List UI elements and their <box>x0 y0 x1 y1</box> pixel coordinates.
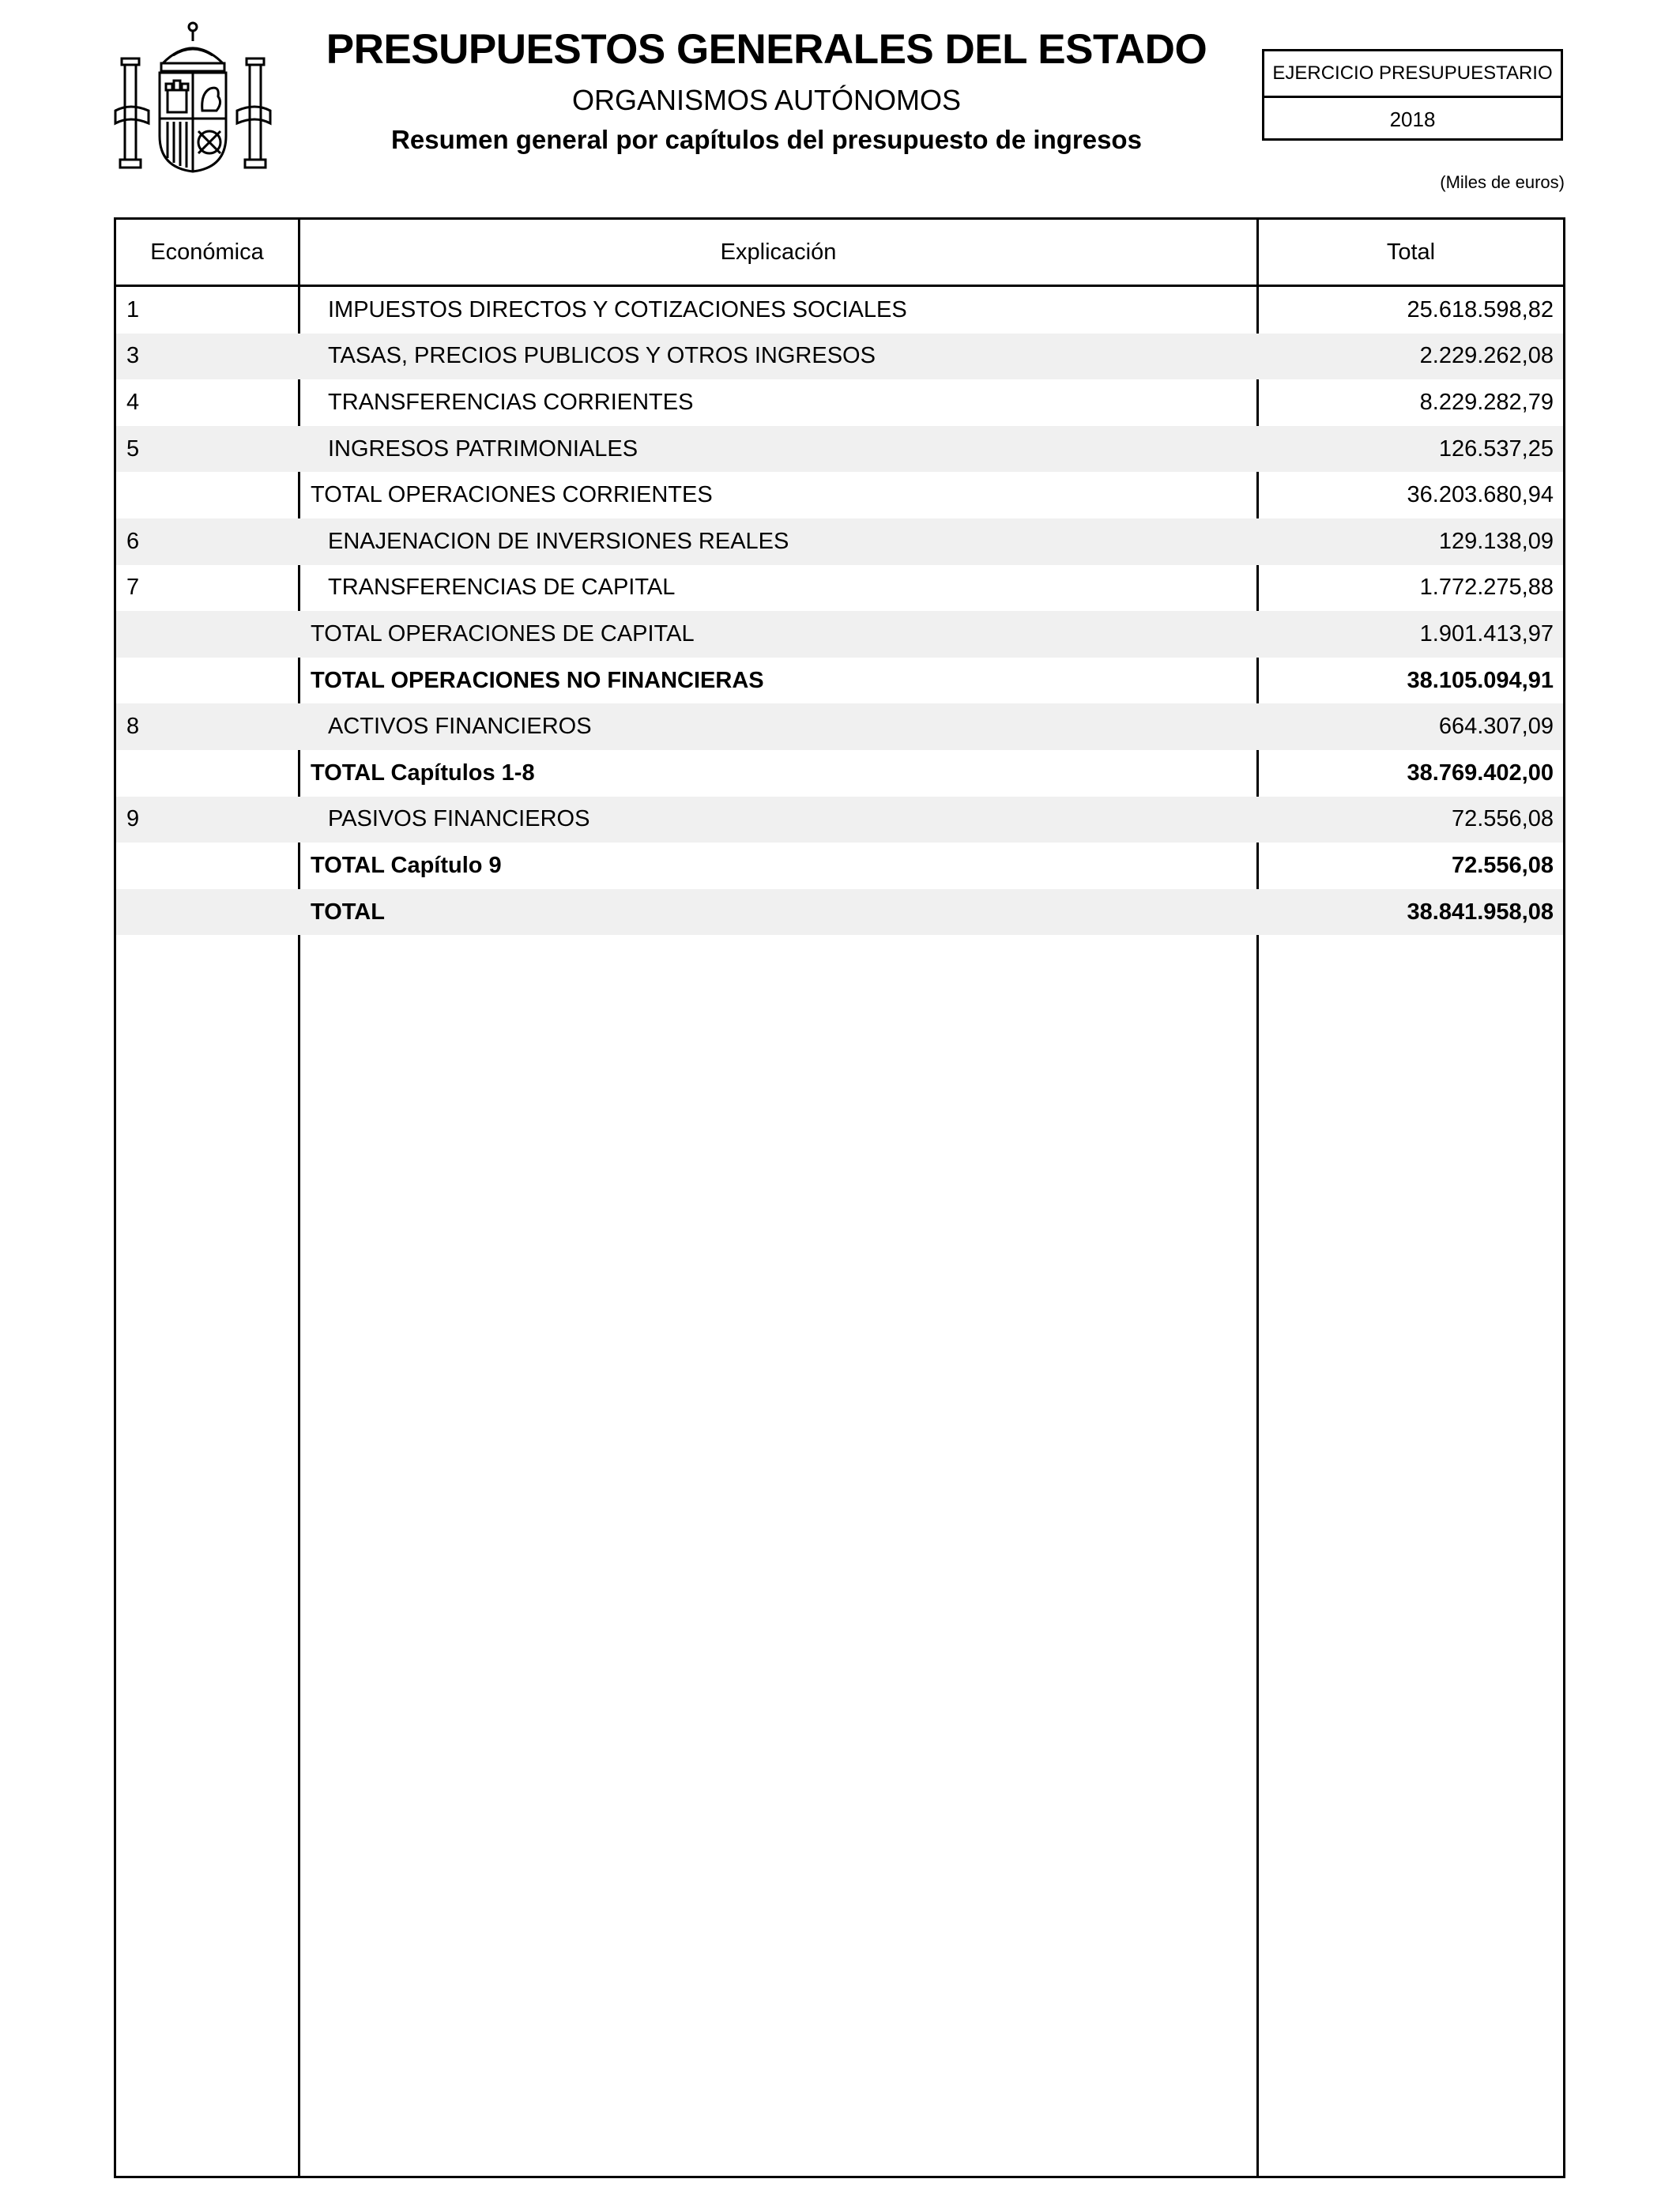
units-note: (Miles de euros) <box>1440 172 1565 192</box>
table-row <box>116 703 1563 750</box>
cell-economica: 8 <box>126 714 140 740</box>
table-row <box>116 611 1563 658</box>
cell-explicacion: TOTAL <box>311 899 385 925</box>
cell-total: 1.901.413,97 <box>1419 620 1554 647</box>
header-total: Total <box>1386 239 1436 265</box>
cell-explicacion: INGRESOS PATRIMONIALES <box>328 435 638 462</box>
cell-economica: 3 <box>126 343 140 369</box>
cell-economica: 5 <box>126 435 140 462</box>
cell-explicacion: TASAS, PRECIOS PUBLICOS Y OTROS INGRESOS <box>328 343 876 369</box>
cell-economica: 4 <box>126 389 140 415</box>
cell-economica: 1 <box>126 296 140 322</box>
cell-economica <box>126 611 292 658</box>
table-row <box>116 750 1563 797</box>
table-row <box>116 797 1563 843</box>
cell-total: 664.307,09 <box>1438 714 1554 740</box>
cell-explicacion: ACTIVOS FINANCIEROS <box>328 714 592 740</box>
cell-economica <box>126 658 292 704</box>
fiscal-year-label: EJERCICIO PRESUPUESTARIO <box>1264 51 1561 98</box>
cell-economica: 7 <box>126 575 140 601</box>
budget-table <box>114 217 1565 2178</box>
cell-explicacion: TOTAL Capítulo 9 <box>311 852 502 878</box>
header-explicacion: Explicación <box>720 239 837 265</box>
cell-total: 38.769.402,00 <box>1407 760 1554 786</box>
cell-total: 8.229.282,79 <box>1419 389 1554 415</box>
table-row <box>116 843 1563 889</box>
cell-total: 36.203.680,94 <box>1407 482 1554 508</box>
cell-total: 38.841.958,08 <box>1407 899 1554 925</box>
table-row <box>116 518 1563 565</box>
cell-explicacion: TOTAL OPERACIONES CORRIENTES <box>311 482 713 508</box>
cell-explicacion: TOTAL Capítulos 1-8 <box>311 760 535 786</box>
table-row <box>116 426 1563 473</box>
table-row <box>116 287 1563 334</box>
table-row <box>116 658 1563 704</box>
cell-economica <box>126 472 292 518</box>
cell-total: 2.229.262,08 <box>1419 343 1554 369</box>
page-description: Resumen general por capítulos del presupuesto de ingresos <box>391 125 1142 154</box>
table-row <box>116 379 1563 426</box>
fiscal-year-box <box>1262 49 1563 141</box>
cell-economica: 6 <box>126 528 140 554</box>
table-body <box>116 287 1563 935</box>
cell-total: 72.556,08 <box>1451 852 1554 878</box>
cell-explicacion: IMPUESTOS DIRECTOS Y COTIZACIONES SOCIALES <box>328 296 907 322</box>
table-row <box>116 565 1563 612</box>
cell-total: 72.556,08 <box>1451 806 1554 832</box>
cell-economica <box>126 843 292 889</box>
cell-economica: 9 <box>126 806 140 832</box>
cell-explicacion: ENAJENACION DE INVERSIONES REALES <box>328 528 789 554</box>
page-title: PRESUPUESTOS GENERALES DEL ESTADO <box>326 26 1207 73</box>
cell-total: 129.138,09 <box>1438 528 1554 554</box>
cell-explicacion: TOTAL OPERACIONES NO FINANCIERAS <box>311 667 764 693</box>
cell-explicacion: TRANSFERENCIAS DE CAPITAL <box>328 575 676 601</box>
cell-total: 38.105.094,91 <box>1407 667 1554 693</box>
table-row <box>116 334 1563 380</box>
page-subtitle: ORGANISMOS AUTÓNOMOS <box>571 84 962 116</box>
cell-economica <box>126 889 292 936</box>
cell-explicacion: TRANSFERENCIAS CORRIENTES <box>328 389 694 415</box>
table-row <box>116 472 1563 518</box>
cell-explicacion: PASIVOS FINANCIEROS <box>328 806 590 832</box>
fiscal-year-value: 2018 <box>1389 107 1436 131</box>
cell-total: 126.537,25 <box>1438 435 1554 462</box>
header-economica: Económica <box>150 239 264 265</box>
table-row <box>116 889 1563 936</box>
cell-explicacion: TOTAL OPERACIONES DE CAPITAL <box>311 620 695 647</box>
cell-economica <box>126 750 292 797</box>
cell-total: 1.772.275,88 <box>1419 575 1554 601</box>
table-header <box>116 220 1563 287</box>
cell-total: 25.618.598,82 <box>1407 296 1554 322</box>
